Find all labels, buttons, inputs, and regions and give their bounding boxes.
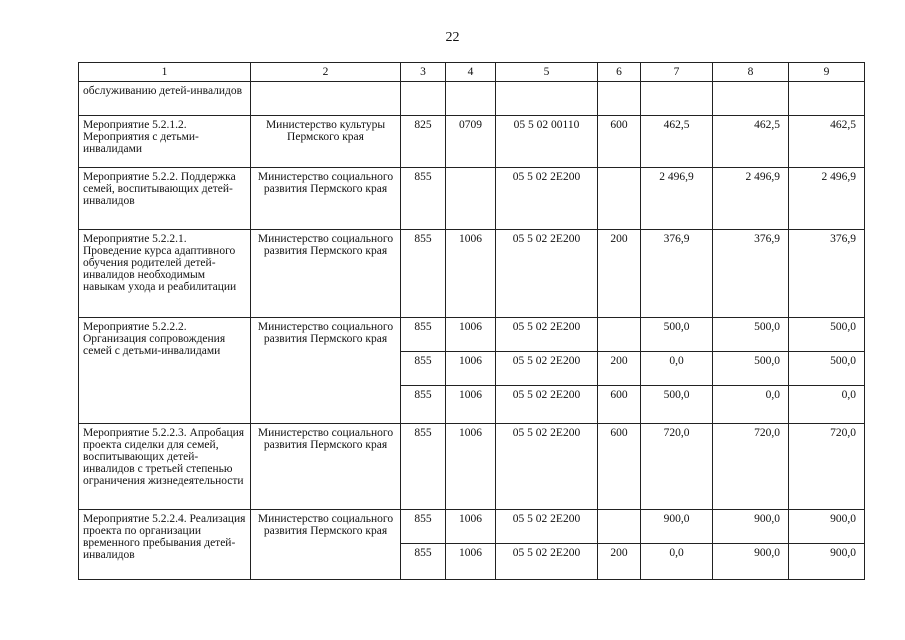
column-header: 6 (598, 63, 641, 82)
cell-col7: 462,5 (641, 116, 713, 168)
cell-col9: 500,0 (789, 318, 865, 352)
activity-name: Мероприятие 5.2.1.2. Мероприятия с детьми-инвалидами (79, 116, 251, 168)
cell-col8: 900,0 (713, 510, 789, 544)
cell-col9: 900,0 (789, 510, 865, 544)
organization: Министерство социального развития Пермского края (251, 510, 401, 580)
cell-col5: 05 5 02 2Е200 (496, 230, 598, 318)
cell-col5: 05 5 02 2Е200 (496, 168, 598, 230)
cell-col7 (641, 82, 713, 116)
cell-col3: 855 (401, 510, 446, 544)
page-number: 22 (445, 30, 460, 45)
cell-col6: 200 (598, 352, 641, 386)
cell-col4: 1006 (446, 424, 496, 510)
cell-col4: 1006 (446, 386, 496, 424)
cell-col8: 2 496,9 (713, 168, 789, 230)
table-row (79, 230, 865, 318)
cell-col6: 200 (598, 544, 641, 580)
cell-col3: 825 (401, 116, 446, 168)
cell-col6 (598, 318, 641, 352)
cell-col9: 2 496,9 (789, 168, 865, 230)
organization (251, 82, 401, 116)
column-header: 9 (789, 63, 865, 82)
cell-col4: 0709 (446, 116, 496, 168)
cell-col6: 200 (598, 230, 641, 318)
cell-col3: 855 (401, 424, 446, 510)
cell-col4: 1006 (446, 318, 496, 352)
cell-col5: 05 5 02 2Е200 (496, 318, 598, 352)
column-header: 4 (446, 63, 496, 82)
cell-col8: 720,0 (713, 424, 789, 510)
cell-col8: 376,9 (713, 230, 789, 318)
cell-col7: 500,0 (641, 318, 713, 352)
cell-col4: 1006 (446, 510, 496, 544)
cell-col3: 855 (401, 544, 446, 580)
cell-col8 (713, 82, 789, 116)
cell-col4 (446, 168, 496, 230)
cell-col6: 600 (598, 116, 641, 168)
cell-col8: 462,5 (713, 116, 789, 168)
cell-col5: 05 5 02 2Е200 (496, 424, 598, 510)
cell-col3: 855 (401, 318, 446, 352)
cell-col5: 05 5 02 2Е200 (496, 352, 598, 386)
cell-col5: 05 5 02 2Е200 (496, 386, 598, 424)
column-header: 2 (251, 63, 401, 82)
cell-col6 (598, 82, 641, 116)
cell-col8: 500,0 (713, 318, 789, 352)
table-row (79, 318, 865, 352)
cell-col9 (789, 82, 865, 116)
cell-col4 (446, 82, 496, 116)
activity-name: Мероприятие 5.2.2.2. Организация сопровождения семей с детьми-инвалидами (79, 318, 251, 424)
cell-col3: 855 (401, 168, 446, 230)
cell-col7: 500,0 (641, 386, 713, 424)
cell-col7: 0,0 (641, 352, 713, 386)
cell-col6 (598, 510, 641, 544)
table-row (79, 168, 865, 230)
organization: Министерство социального развития Пермского края (251, 318, 401, 424)
organization: Министерство социального развития Пермского края (251, 424, 401, 510)
cell-col7: 2 496,9 (641, 168, 713, 230)
cell-col9: 500,0 (789, 352, 865, 386)
cell-col9: 900,0 (789, 544, 865, 580)
organization: Министерство культуры Пермского края (251, 116, 401, 168)
cell-col6: 600 (598, 386, 641, 424)
cell-col4: 1006 (446, 544, 496, 580)
cell-col8: 500,0 (713, 352, 789, 386)
column-header: 5 (496, 63, 598, 82)
cell-col3 (401, 82, 446, 116)
cell-col5 (496, 82, 598, 116)
activity-name: Мероприятие 5.2.2.3. Апробация проекта сиделки для семей, воспитывающих детей-инвалидов с третьей степенью ограничения жизнедеятельности (79, 424, 251, 510)
cell-col6 (598, 168, 641, 230)
cell-col9: 376,9 (789, 230, 865, 318)
organization: Министерство социального развития Пермского края (251, 168, 401, 230)
organization: Министерство социального развития Пермского края (251, 230, 401, 318)
cell-col9: 0,0 (789, 386, 865, 424)
cell-col5: 05 5 02 2Е200 (496, 510, 598, 544)
table-row (79, 510, 865, 544)
activity-name: Мероприятие 5.2.2.4. Реализация проекта по организации временного пребывания детей-инвалидов (79, 510, 251, 580)
column-header: 3 (401, 63, 446, 82)
cell-col4: 1006 (446, 352, 496, 386)
cell-col5: 05 5 02 00110 (496, 116, 598, 168)
cell-col3: 855 (401, 386, 446, 424)
cell-col8: 0,0 (713, 386, 789, 424)
column-header: 8 (713, 63, 789, 82)
cell-col5: 05 5 02 2Е200 (496, 544, 598, 580)
cell-col7: 376,9 (641, 230, 713, 318)
budget-table (78, 62, 865, 580)
table-row (79, 116, 865, 168)
cell-col3: 855 (401, 352, 446, 386)
activity-name: Мероприятие 5.2.2.1. Проведение курса адаптивного обучения родителей детей-инвалидов необходимым навыкам ухода и реабилитации (79, 230, 251, 318)
activity-name: обслуживанию детей-инвалидов (79, 82, 251, 116)
cell-col7: 900,0 (641, 510, 713, 544)
table-row (79, 424, 865, 510)
column-header: 1 (79, 63, 251, 82)
cell-col9: 720,0 (789, 424, 865, 510)
cell-col8: 900,0 (713, 544, 789, 580)
cell-col7: 720,0 (641, 424, 713, 510)
column-header: 7 (641, 63, 713, 82)
activity-name: Мероприятие 5.2.2. Поддержка семей, воспитывающих детей-инвалидов (79, 168, 251, 230)
table-row (79, 82, 865, 116)
cell-col6: 600 (598, 424, 641, 510)
cell-col9: 462,5 (789, 116, 865, 168)
cell-col4: 1006 (446, 230, 496, 318)
header-row (79, 63, 865, 82)
cell-col3: 855 (401, 230, 446, 318)
cell-col7: 0,0 (641, 544, 713, 580)
